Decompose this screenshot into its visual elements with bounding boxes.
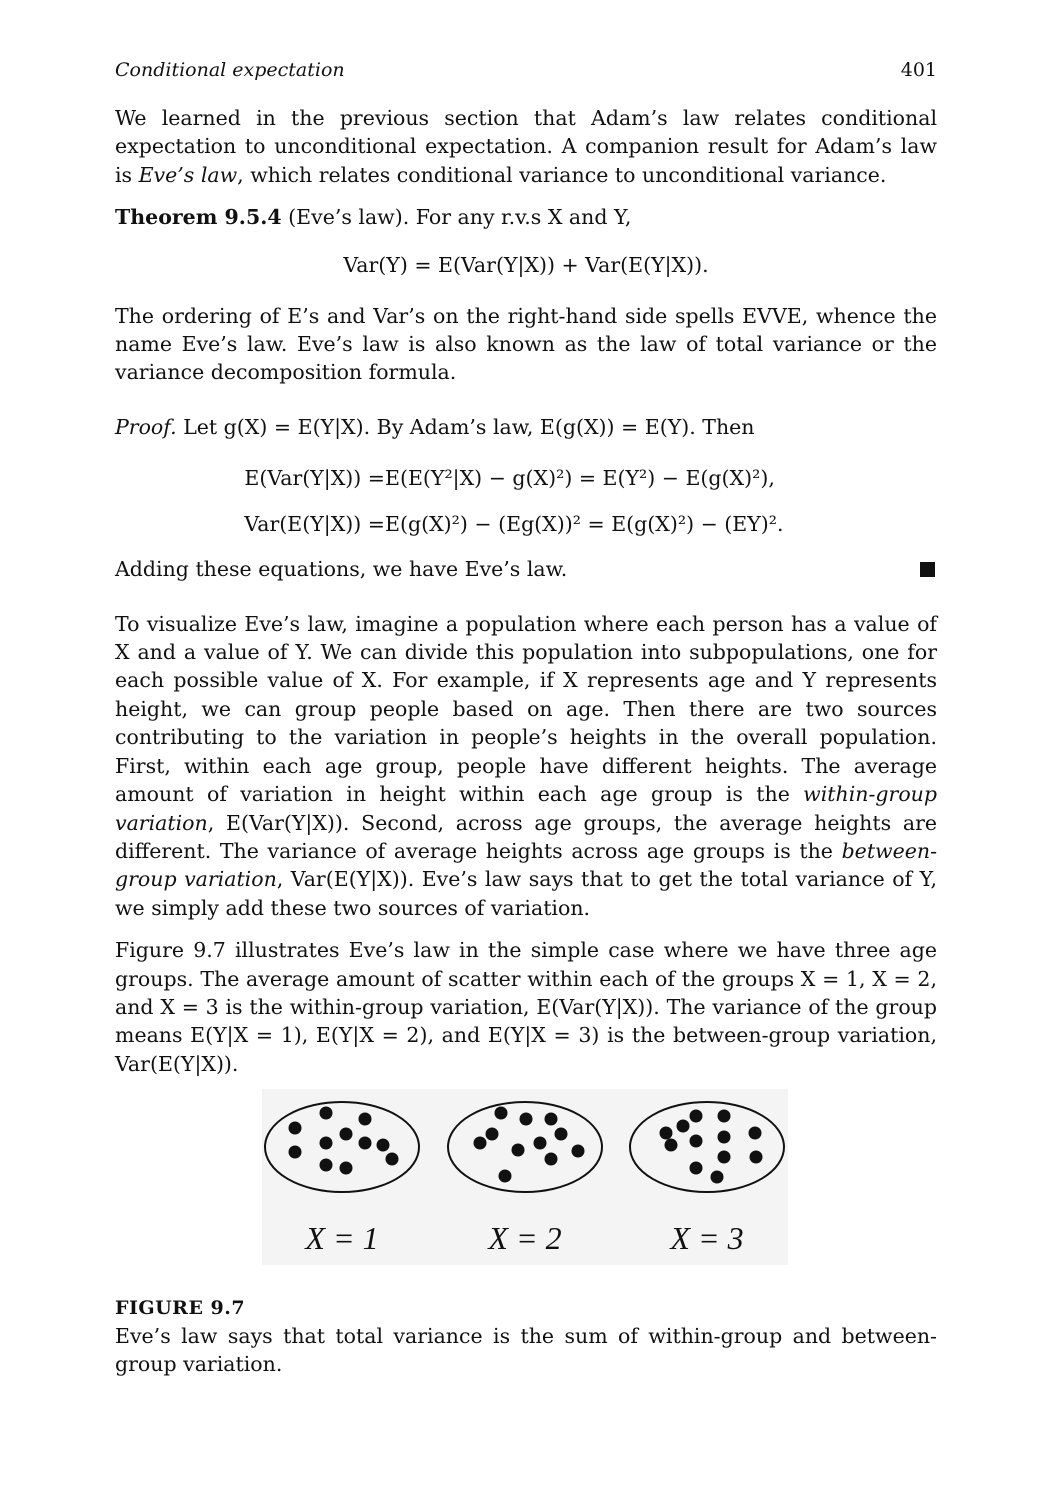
- point: [690, 1110, 703, 1123]
- point: [340, 1162, 353, 1175]
- point: [545, 1153, 558, 1166]
- figure-caption-text: Eve’s law says that total variance is the sum of within-group and between-group variation.: [115, 1324, 937, 1377]
- point: [320, 1107, 333, 1120]
- point: [512, 1144, 525, 1157]
- evve-paragraph: The ordering of E’s and Var’s on the right-hand side spells EVVE, whence the name Eve’s law. Eve’s law is also known as the law of total variance or the variance decomposition formula.: [115, 303, 937, 385]
- point: [359, 1137, 372, 1150]
- intro-paragraph: We learned in the previous section that Adam’s law relates conditional expectation to unconditional expectation. A companion result for Adam’s law is Eve’s law, which relates conditional variance to unconditional variance.: [115, 106, 937, 187]
- point: [289, 1122, 302, 1135]
- group-1-label: X = 1: [305, 1220, 379, 1256]
- running-title: Conditional expectation: [115, 59, 345, 81]
- group-3-label: X = 3: [670, 1220, 744, 1256]
- point: [555, 1128, 568, 1141]
- point: [677, 1120, 690, 1133]
- point: [495, 1107, 508, 1120]
- qed-square-icon: [920, 562, 935, 577]
- theorem-equation: Var(Y) = E(Var(Y|X)) + Var(E(Y|X)).: [343, 252, 709, 277]
- point: [499, 1170, 512, 1183]
- proof-label: Proof.: [115, 414, 177, 439]
- proof-equation-1: E(Var(Y|X)) = E(E(Y²|X) − g(X)²) = E(Y²) − E(g(X)²),: [244, 466, 775, 491]
- group-2-points: [474, 1107, 585, 1183]
- point: [690, 1162, 703, 1175]
- point: [572, 1145, 585, 1158]
- point: [750, 1151, 763, 1164]
- proof-equation-2: Var(E(Y|X)) = E(g(X)²) − (Eg(X))² = E(g(X)²) − (EY)².: [244, 512, 784, 537]
- point: [289, 1146, 302, 1159]
- group-3-ellipse: [630, 1102, 784, 1192]
- point: [320, 1159, 333, 1172]
- group-3-points: [660, 1110, 763, 1184]
- point: [320, 1137, 333, 1150]
- point: [718, 1110, 731, 1123]
- proof-conclusion-row: [115, 555, 937, 583]
- eves-law-term: Eve’s law: [138, 162, 238, 187]
- point: [690, 1135, 703, 1148]
- within-group-term: within-group variation: [115, 782, 937, 835]
- group-1-ellipse: [265, 1102, 419, 1192]
- point: [718, 1131, 731, 1144]
- running-header: [115, 56, 937, 84]
- point: [474, 1137, 487, 1150]
- point: [520, 1113, 533, 1126]
- figure-9-7: [262, 1089, 788, 1265]
- figure-caption: [115, 1294, 937, 1379]
- group-scatter-figure: [262, 1089, 788, 1265]
- point: [660, 1127, 673, 1140]
- group-2-label: X = 2: [488, 1220, 562, 1256]
- page-number: 401: [900, 59, 937, 81]
- group-1-points: [289, 1107, 399, 1175]
- page-body: [115, 56, 937, 1078]
- point: [377, 1139, 390, 1152]
- point: [665, 1139, 678, 1152]
- theorem-label: Theorem 9.5.4: [115, 205, 282, 230]
- proof-conclusion: Adding these equations, we have Eve’s law.: [115, 557, 568, 582]
- point: [749, 1127, 762, 1140]
- theorem-text: For any r.v.s X and Y,: [415, 205, 632, 230]
- between-group-term: between-group variation: [115, 838, 937, 892]
- point: [340, 1128, 353, 1141]
- point: [386, 1153, 399, 1166]
- point: [534, 1137, 547, 1150]
- point: [718, 1151, 731, 1164]
- point: [359, 1113, 372, 1126]
- theorem-name: (Eve’s law).: [288, 205, 410, 230]
- proof-equations: [115, 455, 937, 547]
- point: [711, 1171, 724, 1184]
- figure-reference-paragraph: Figure 9.7 illustrates Eve’s law in the simple case where we have three age groups. The average amount of scatter within each of the groups X = 1, X = 2, and X = 3 is the within-group variation, E(Var(Y|X)). The variance of the group means E(Y|X = 1), E(Y|X = 2), and E(Y|X = 3) is the between-group variation, Var(E(Y|X)).: [115, 938, 937, 1076]
- figure-label: FIGURE 9.7: [115, 1297, 246, 1319]
- proof-intro: Proof. Let g(X) = E(Y|X). By Adam’s law, E(g(X)) = E(Y). Then: [115, 414, 755, 439]
- visualize-paragraph: To visualize Eve’s law, imagine a population where each person has a value of X and a value of Y. We can divide this population into subpopulations, one for each possible value of X. For example, if X represents age and Y represents height, we can group people based on age. Then there are two sources contributing to the variation in people’s heights in the overall population. First, within each age group, people have different heights. The average amount of variation in height within each age group is the within-group variation, E(Var(Y|X)). Second, across age groups, the average heights are different. The variance of average heights across age groups is the between-group variation, Var(E(Y|X)). Eve’s law says that to get the total variance of Y, we simply add these two sources of variation.: [115, 611, 938, 920]
- point: [545, 1113, 558, 1126]
- point: [486, 1128, 499, 1141]
- theorem-statement: [115, 203, 937, 231]
